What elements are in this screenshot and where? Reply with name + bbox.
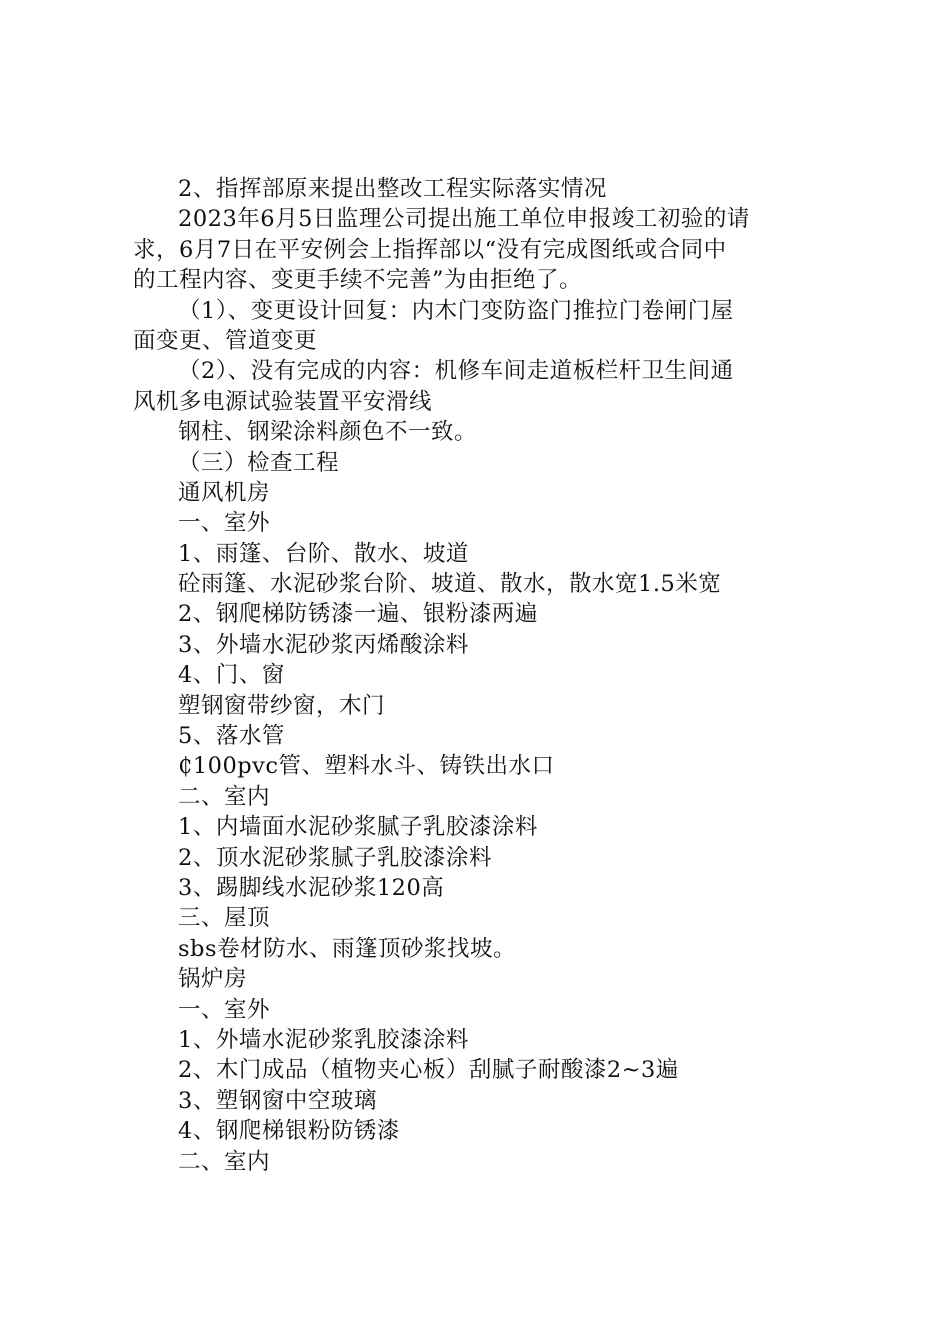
text-line: 风机多电源试验装置平安滑线 (133, 388, 433, 415)
text-line: 通风机房 (178, 479, 271, 506)
text-line: 二、室内 (178, 1148, 271, 1175)
text-line: 2、钢爬梯防锈漆一遍、银粉漆两遍 (178, 601, 538, 628)
text-line: 1、外墙水泥砂浆乳胶漆涂料 (178, 1026, 469, 1053)
text-line: sbs卷材防水、雨篷顶砂浆找坡。 (178, 935, 516, 962)
text-line: 3、外墙水泥砂浆丙烯酸涂料 (178, 631, 469, 658)
text-line: 砼雨篷、水泥砂浆台阶、坡道、散水，散水宽1.5米宽 (178, 571, 722, 598)
text-line: 1、内墙面水泥砂浆腻子乳胶漆涂料 (178, 814, 538, 841)
text-line: 3、塑钢窗中空玻璃 (178, 1087, 377, 1114)
text-line: 锅炉房 (178, 966, 248, 993)
text-line: 2、指挥部原来提出整改工程实际落实情况 (178, 176, 607, 202)
text-line: 4、钢爬梯银粉防锈漆 (178, 1118, 400, 1145)
text-line: 二、室内 (178, 783, 271, 810)
text-line: 面变更、管道变更 (133, 327, 318, 354)
text-line: 2、木门成品（植物夹心板）刮腻子耐酸漆2~3遍 (178, 1057, 679, 1084)
text-line: 的工程内容、变更手续不完善”为由拒绝了。 (133, 267, 583, 294)
text-line: 5、落水管 (178, 723, 285, 750)
text-line: 钢柱、钢梁涂料颜色不一致。 (178, 419, 478, 446)
document-body (133, 174, 813, 1177)
text-line: （三）检查工程 (178, 449, 340, 476)
text-line: ₵100pvc管、塑料水斗、铸铁出水口 (178, 753, 555, 780)
text-line: 一、室外 (178, 510, 271, 537)
text-line: 求，6月7日在平安例会上指挥部以“没有完成图纸或合同中 (133, 236, 727, 263)
text-line: 3、踢脚线水泥砂浆120高 (178, 874, 445, 901)
text-line: 塑钢窗带纱窗，木门 (178, 692, 386, 719)
text-line: （1）、变更设计回复：内木门变防盗门推拉门卷闸门屋 (178, 297, 734, 324)
text-line: 2、顶水泥砂浆腻子乳胶漆涂料 (178, 844, 492, 871)
text-line: 2023年6月5日监理公司提出施工单位申报竣工初验的请 (178, 206, 750, 233)
text-line: （2）、没有完成的内容：机修车间走道板栏杆卫生间通 (178, 358, 734, 385)
text-line: 1、雨篷、台阶、散水、坡道 (178, 540, 469, 567)
text-line: 4、门、窗 (178, 662, 285, 689)
text-line: 三、屋顶 (178, 905, 271, 932)
text-line: 一、室外 (178, 996, 271, 1023)
